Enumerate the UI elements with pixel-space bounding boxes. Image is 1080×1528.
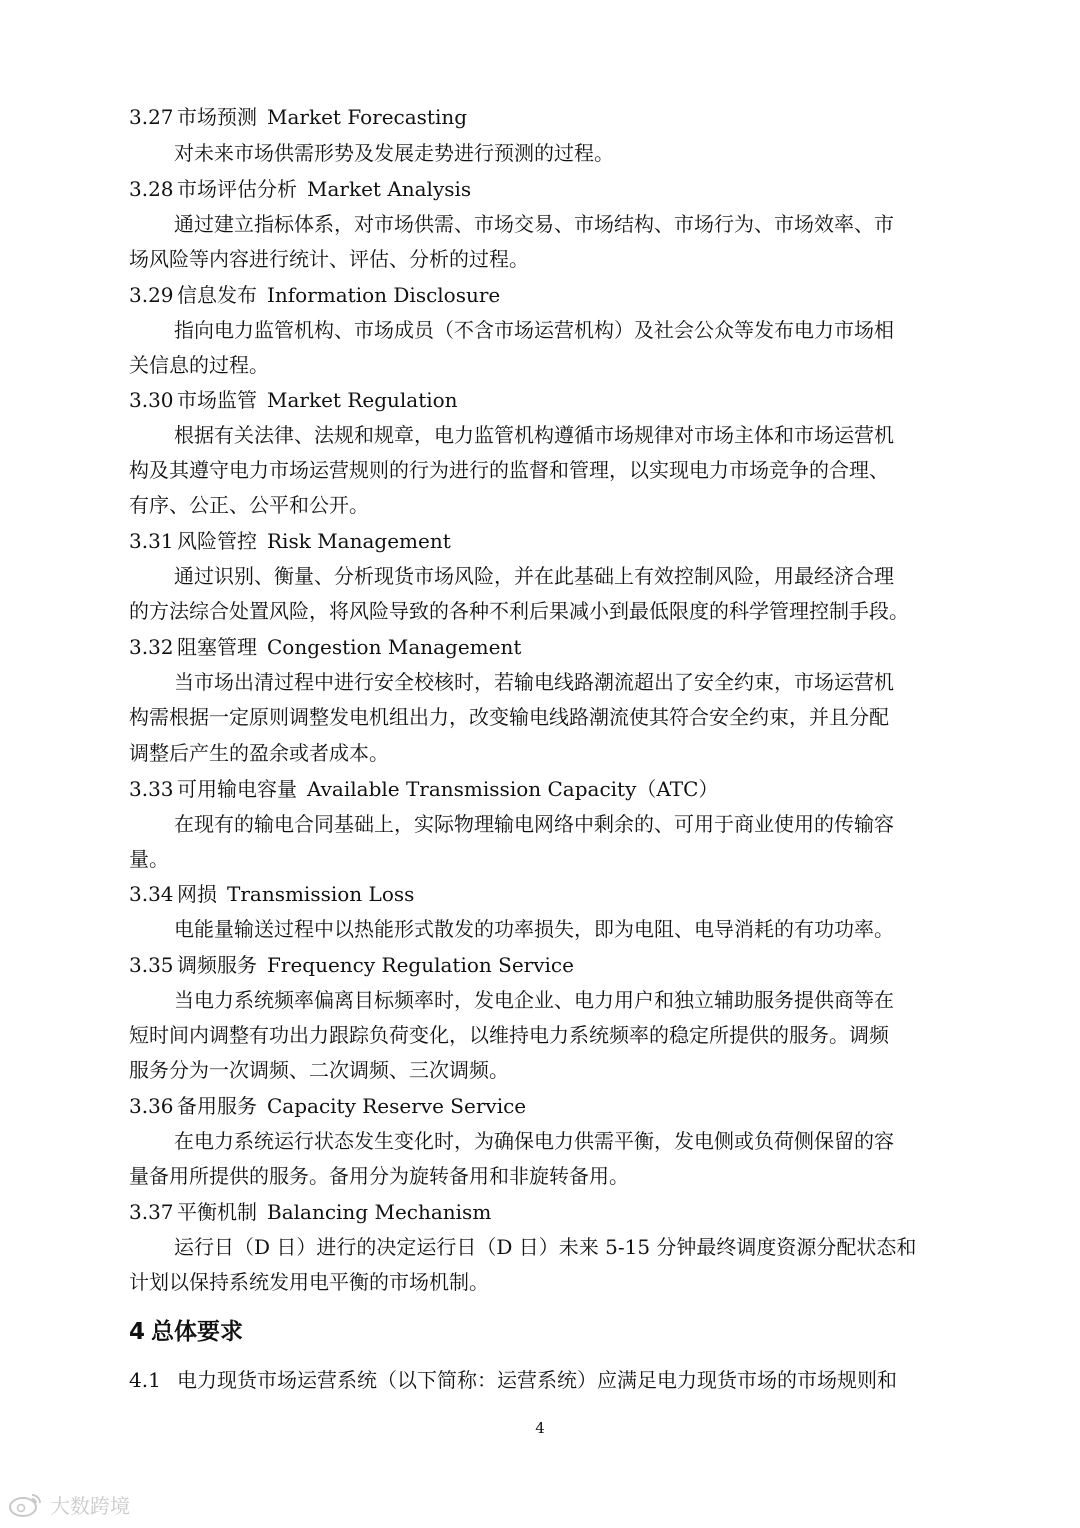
term-heading [0, 630, 1080, 664]
definition-line: 运行日（D 日）进行的决定运行日（D 日）未来 5-15 分钟最终调度资源分配状态和 [174, 1235, 917, 1259]
definition-continuation: 短时间内调整有功出力跟踪负荷变化，以维持电力系统频率的稳定所提供的服务。调频 [129, 1023, 889, 1047]
definition-continuation: 计划以保持系统发用电平衡的市场机制。 [129, 1270, 489, 1294]
watermark-text: 大数跨境 [50, 1494, 130, 1518]
definition-line: 当电力系统频率偏离目标频率时，发电企业、电力用户和独立辅助服务提供商等在 [174, 988, 894, 1012]
term-number: 3.33 [129, 777, 174, 801]
term-chinese: 信息发布 [177, 283, 257, 307]
watermark [8, 1490, 130, 1519]
term-number: 3.29 [129, 283, 174, 307]
term-number: 3.27 [129, 105, 174, 129]
term-heading [0, 172, 1080, 206]
definition-continuation: 构需根据一定原则调整发电机组出力，改变输电线路潮流使其符合安全约束，并且分配 [129, 705, 889, 729]
term-heading [0, 524, 1080, 558]
definition-line: 对未来市场供需形势及发展走势进行预测的过程。 [174, 141, 614, 165]
term-english: Transmission Loss [227, 882, 415, 906]
term-number: 3.34 [129, 882, 174, 906]
definition-line: 通过建立指标体系，对市场供需、市场交易、市场结构、市场行为、市场效率、市 [174, 212, 894, 236]
term-number: 3.31 [129, 529, 174, 553]
term-number: 3.32 [129, 635, 174, 659]
term-chinese: 阻塞管理 [177, 635, 257, 659]
definition-line: 当市场出清过程中进行安全校核时，若输电线路潮流超出了安全约束，市场运营机 [174, 670, 894, 694]
term-chinese: 平衡机制 [177, 1200, 257, 1224]
clause-4-1 [0, 1363, 1080, 1397]
definition-line: 电能量输送过程中以热能形式散发的功率损失，即为电阻、电导消耗的有功功率。 [174, 917, 894, 941]
definition-continuation: 量。 [129, 847, 169, 871]
term-heading [0, 772, 1080, 806]
definition-continuation: 的方法综合处置风险，将风险导致的各种不利后果减小到最低限度的科学管理控制手段。 [129, 599, 909, 623]
term-chinese: 风险管控 [177, 529, 257, 553]
term-english: Capacity Reserve Service [267, 1094, 527, 1118]
clause-text: 电力现货市场运营系统（以下简称：运营系统）应满足电力现货市场的市场规则和 [177, 1368, 897, 1392]
definition-line: 指向电力监管机构、市场成员（不含市场运营机构）及社会公众等发布电力市场相 [174, 318, 894, 342]
definition-continuation: 关信息的过程。 [129, 353, 269, 377]
term-english: Frequency Regulation Service [267, 953, 574, 977]
definition-continuation: 场风险等内容进行统计、评估、分析的过程。 [129, 247, 529, 271]
term-chinese: 网损 [177, 882, 217, 906]
definition-continuation: 量备用所提供的服务。备用分为旋转备用和非旋转备用。 [129, 1164, 629, 1188]
section-title: 总体要求 [151, 1319, 244, 1345]
definition-continuation: 服务分为一次调频、二次调频、三次调频。 [129, 1058, 509, 1082]
term-english: Balancing Mechanism [267, 1200, 492, 1224]
term-chinese: 市场评估分析 [177, 177, 297, 201]
term-number: 3.30 [129, 388, 174, 412]
term-heading [0, 1089, 1080, 1123]
term-number: 3.36 [129, 1094, 174, 1118]
term-english: Congestion Management [267, 635, 522, 659]
definition-continuation: 有序、公正、公平和公开。 [129, 493, 369, 517]
definition-line: 根据有关法律、法规和规章，电力监管机构遵循市场规律对市场主体和市场运营机 [174, 423, 894, 447]
term-chinese: 备用服务 [177, 1094, 257, 1118]
definition-line: 通过识别、衡量、分析现货市场风险，并在此基础上有效控制风险，用最经济合理 [174, 564, 894, 588]
section-number: 4 [129, 1319, 146, 1345]
term-chinese: 调频服务 [177, 953, 257, 977]
term-heading [0, 100, 1080, 134]
term-heading [0, 383, 1080, 417]
term-chinese: 市场监管 [177, 388, 257, 412]
term-english: Market Forecasting [267, 105, 468, 129]
term-heading [0, 1195, 1080, 1229]
term-english: Market Analysis [307, 177, 472, 201]
weibo-logo-icon [8, 1492, 44, 1518]
page-number: 4 [535, 1419, 545, 1437]
term-chinese: 可用输电容量 [177, 777, 297, 801]
term-heading [0, 948, 1080, 982]
definition-continuation: 构及其遵守电力市场运营规则的行为进行的监督和管理，以实现电力市场竞争的合理、 [129, 458, 889, 482]
term-number: 3.35 [129, 953, 174, 977]
term-english: Information Disclosure [267, 283, 501, 307]
term-english: Market Regulation [267, 388, 458, 412]
clause-number: 4.1 [129, 1368, 161, 1392]
term-number: 3.28 [129, 177, 174, 201]
term-chinese: 市场预测 [177, 105, 257, 129]
term-number: 3.37 [129, 1200, 174, 1224]
term-heading [0, 877, 1080, 911]
definition-line: 在现有的输电合同基础上，实际物理输电网络中剩余的、可用于商业使用的传输容 [174, 812, 894, 836]
definition-line: 在电力系统运行状态发生变化时，为确保电力供需平衡，发电侧或负荷侧保留的容 [174, 1129, 894, 1153]
section-heading [129, 1314, 243, 1350]
term-english: Risk Management [267, 529, 451, 553]
term-heading [0, 278, 1080, 312]
definition-continuation: 调整后产生的盈余或者成本。 [129, 741, 389, 765]
term-english: Available Transmission Capacity（ATC） [307, 777, 719, 801]
